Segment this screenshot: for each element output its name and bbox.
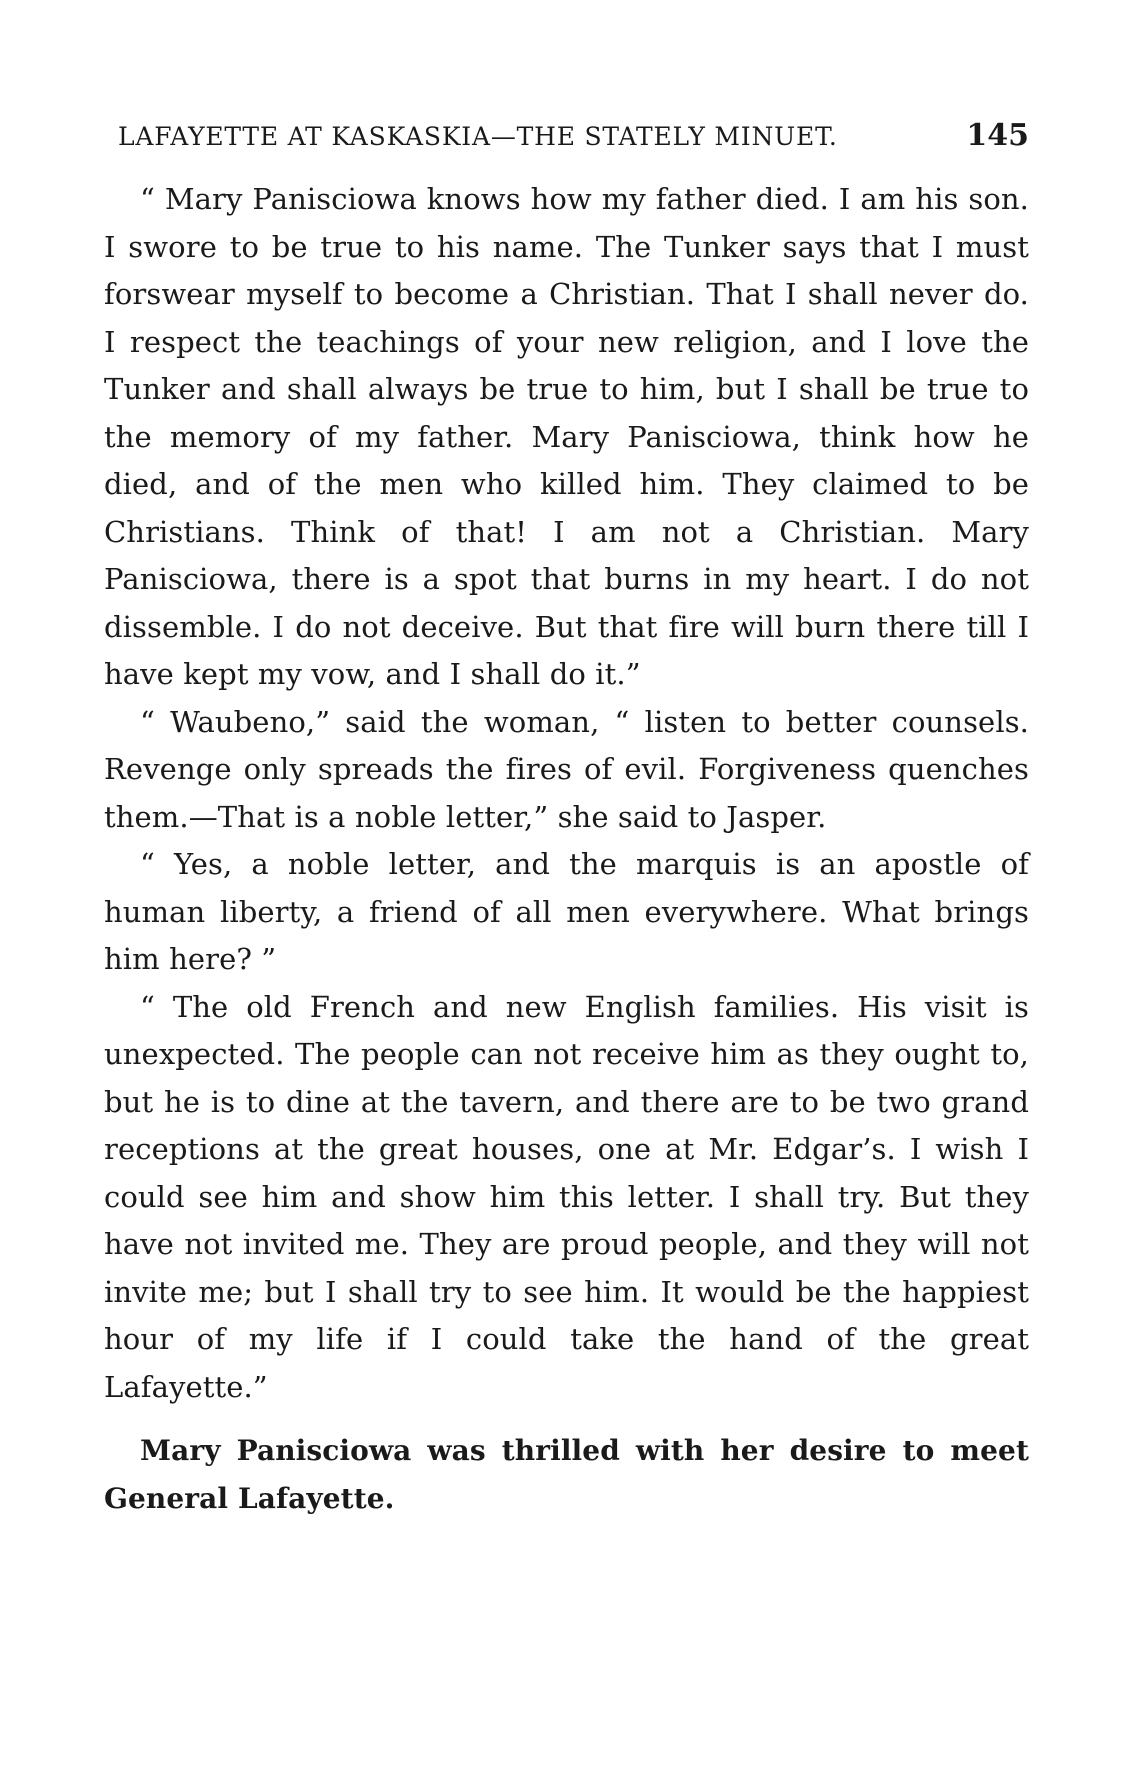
paragraph: “ The old French and new English families. His visit is unexpected. The people can not receive him as they ought to, but he is to dine at the tavern, and there are to be two grand receptions at the great houses, one at Mr. Edgar’s. I wish I could see him and show him this letter. I shall try. But they have not invited me. They are proud people, and they will not invite me; but I shall try to see him. It would be the happiest hour of my life if I could take the hand of the great Lafayette.” <box>104 989 1029 1404</box>
body-text <box>104 176 1029 1522</box>
running-header <box>104 110 1029 162</box>
running-title: LAFAYETTE AT KASKASKIA—THE STATELY MINUET. <box>118 122 838 151</box>
page-number: 145 <box>966 118 1029 153</box>
page-content <box>104 110 1029 1522</box>
paragraph: Mary Panisciowa was thrilled with her desire to meet General Lafayette. <box>104 1434 1029 1515</box>
paragraph: “ Yes, a noble letter, and the marquis is an apostle of human liberty, a friend of all men everywhere. What brings him here? ” <box>104 847 1029 976</box>
paragraph: “ Mary Panisciowa knows how my father died. I am his son. I swore to be true to his name. The Tunker says that I must forswear myself to become a Christian. That I shall never do. I respect the teachings of your new religion, and I love the Tunker and shall always be true to him, but I shall be true to the memory of my father. Mary Panisciowa, think how he died, and of the men who killed him. They claimed to be Christians. Think of that! I am not a Christian. Mary Panisciowa, there is a spot that burns in my heart. I do not dissemble. I do not deceive. But that fire will burn there till I have kept my vow, and I shall do it.” <box>104 182 1029 691</box>
paragraph: “ Waubeno,” said the woman, “ listen to better counsels. Revenge only spreads the fires of evil. Forgiveness quenches them.—That is a noble letter,” she said to Jasper. <box>104 704 1029 834</box>
